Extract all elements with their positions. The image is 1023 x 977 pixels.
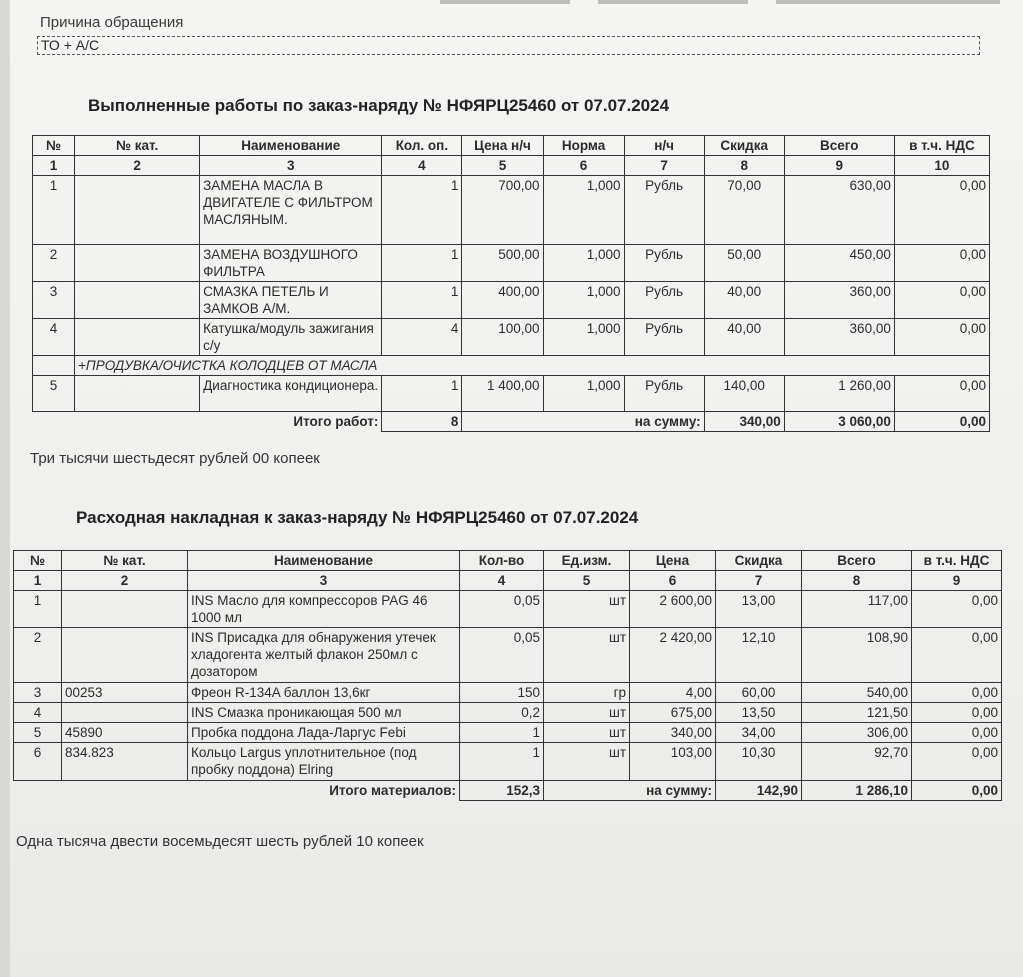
- col-index: 9: [784, 156, 894, 176]
- col-header: Всего: [802, 551, 912, 571]
- col-index: 2: [75, 156, 200, 176]
- col-index: 7: [716, 571, 802, 591]
- page-edge-strip: [598, 0, 748, 4]
- page-edge-strip: [440, 0, 570, 4]
- row-qty: 0,05: [460, 628, 544, 683]
- row-number: 4: [33, 319, 75, 356]
- row-number: 2: [33, 245, 75, 282]
- row-name: Фреон R-134A баллон 13,6кг: [188, 683, 460, 703]
- row-total: 121,50: [802, 703, 912, 723]
- row-unit: Рубль: [624, 319, 704, 356]
- col-header: н/ч: [624, 136, 704, 156]
- row-price: 400,00: [462, 282, 543, 319]
- row-norm: 1,000: [543, 245, 624, 282]
- page-edge-strip: [776, 0, 1000, 4]
- row-price: 103,00: [630, 743, 716, 781]
- col-header: Скидка: [704, 136, 784, 156]
- works-table: [32, 135, 990, 432]
- row-catalog: 00253: [62, 683, 188, 703]
- row-catalog: 45890: [62, 723, 188, 743]
- col-index: 1: [14, 571, 62, 591]
- row-number: 6: [14, 743, 62, 781]
- row-vat: 0,00: [912, 628, 1002, 683]
- col-header: Наименование: [188, 551, 460, 571]
- row-catalog: [75, 376, 200, 412]
- row-vat: 0,00: [912, 723, 1002, 743]
- row-number: 5: [14, 723, 62, 743]
- row-number: 1: [33, 176, 75, 245]
- table-row: [14, 703, 1002, 723]
- row-name: INS Смазка проникающая 500 мл: [188, 703, 460, 723]
- table-row: [14, 723, 1002, 743]
- row-unit: Рубль: [624, 176, 704, 245]
- row-qty: 0,05: [460, 591, 544, 628]
- row-price: 340,00: [630, 723, 716, 743]
- col-header: Кол-во: [460, 551, 544, 571]
- row-vat: 0,00: [912, 683, 1002, 703]
- table-row: [33, 176, 990, 245]
- row-total: 108,90: [802, 628, 912, 683]
- materials-header-row: [14, 551, 1002, 571]
- row-number: 4: [14, 703, 62, 723]
- row-qty: 4: [382, 319, 462, 356]
- row-name: INS Масло для компрессоров PAG 46 1000 мл: [188, 591, 460, 628]
- row-unit: шт: [544, 723, 630, 743]
- works-total-qty: 8: [382, 412, 462, 432]
- col-index: 5: [544, 571, 630, 591]
- row-unit: шт: [544, 743, 630, 781]
- col-header: № кат.: [75, 136, 200, 156]
- materials-index-row: [14, 571, 1002, 591]
- row-unit: шт: [544, 703, 630, 723]
- row-unit: шт: [544, 591, 630, 628]
- row-total: 360,00: [784, 282, 894, 319]
- col-index: 4: [460, 571, 544, 591]
- row-name: ЗАМЕНА ВОЗДУШНОГО ФИЛЬТРА: [200, 245, 382, 282]
- materials-total-sum: 1 286,10: [802, 781, 912, 801]
- note-row: [33, 356, 990, 376]
- col-index: 10: [894, 156, 989, 176]
- col-index: 8: [802, 571, 912, 591]
- row-discount: 140,00: [704, 376, 784, 412]
- row-catalog: [75, 282, 200, 319]
- row-discount: 40,00: [704, 319, 784, 356]
- row-price: 100,00: [462, 319, 543, 356]
- table-row: [33, 282, 990, 319]
- row-unit: Рубль: [624, 282, 704, 319]
- table-row: [14, 591, 1002, 628]
- col-header: Кол. оп.: [382, 136, 462, 156]
- col-index: 8: [704, 156, 784, 176]
- row-catalog: [75, 176, 200, 245]
- reason-value: ТО + А/С: [37, 36, 980, 55]
- materials-sum-label: на сумму:: [544, 781, 716, 801]
- col-header: Наименование: [200, 136, 382, 156]
- row-vat: 0,00: [894, 245, 989, 282]
- works-index-row: [33, 156, 990, 176]
- row-qty: 1: [382, 282, 462, 319]
- row-name: ЗАМЕНА МАСЛА В ДВИГАТЕЛЕ С ФИЛЬТРОМ МАСЛЯНЫМ.: [200, 176, 382, 245]
- row-number: 1: [14, 591, 62, 628]
- table-row: [14, 628, 1002, 683]
- row-price: 500,00: [462, 245, 543, 282]
- materials-total-row: [14, 781, 1002, 801]
- col-header: Норма: [543, 136, 624, 156]
- table-row: [14, 743, 1002, 781]
- row-name: СМАЗКА ПЕТЕЛЬ И ЗАМКОВ А/М.: [200, 282, 382, 319]
- row-vat: 0,00: [894, 319, 989, 356]
- row-total: 540,00: [802, 683, 912, 703]
- col-index: 3: [188, 571, 460, 591]
- row-number: 2: [14, 628, 62, 683]
- row-number: 3: [33, 282, 75, 319]
- col-header: Цена н/ч: [462, 136, 543, 156]
- row-discount: 12,10: [716, 628, 802, 683]
- col-header: №: [33, 136, 75, 156]
- works-title: Выполненные работы по заказ-наряду № НФЯРЦ25460 от 07.07.2024: [88, 96, 670, 115]
- table-row: [14, 683, 1002, 703]
- col-index: 4: [382, 156, 462, 176]
- col-header: №: [14, 551, 62, 571]
- row-discount: 50,00: [704, 245, 784, 282]
- col-header: Ед.изм.: [544, 551, 630, 571]
- row-total: 117,00: [802, 591, 912, 628]
- row-unit: Рубль: [624, 245, 704, 282]
- works-total-row: [33, 412, 990, 432]
- row-catalog: [62, 591, 188, 628]
- materials-title: Расходная накладная к заказ-наряду № НФЯРЦ25460 от 07.07.2024: [76, 508, 639, 527]
- row-qty: 1: [460, 743, 544, 781]
- works-header-row: [33, 136, 990, 156]
- row-price: 700,00: [462, 176, 543, 245]
- row-norm: 1,000: [543, 376, 624, 412]
- row-name: Катушка/модуль зажигания с/у: [200, 319, 382, 356]
- col-index: 6: [543, 156, 624, 176]
- row-price: 4,00: [630, 683, 716, 703]
- row-unit: Рубль: [624, 376, 704, 412]
- row-qty: 1: [382, 245, 462, 282]
- row-discount: 34,00: [716, 723, 802, 743]
- row-price: 2 600,00: [630, 591, 716, 628]
- row-catalog: [62, 628, 188, 683]
- row-total: 360,00: [784, 319, 894, 356]
- row-discount: 70,00: [704, 176, 784, 245]
- row-total: 1 260,00: [784, 376, 894, 412]
- row-catalog: [62, 703, 188, 723]
- row-total: 306,00: [802, 723, 912, 743]
- works-total-label: Итого работ:: [293, 414, 379, 429]
- row-price: 2 420,00: [630, 628, 716, 683]
- row-discount: 13,00: [716, 591, 802, 628]
- row-name: Пробка поддона Лада-Ларгус Febi: [188, 723, 460, 743]
- row-vat: 0,00: [912, 703, 1002, 723]
- row-unit: шт: [544, 628, 630, 683]
- row-number: 5: [33, 376, 75, 412]
- row-total: 450,00: [784, 245, 894, 282]
- row-vat: 0,00: [894, 176, 989, 245]
- row-total: 630,00: [784, 176, 894, 245]
- col-header: Всего: [784, 136, 894, 156]
- row-qty: 0,2: [460, 703, 544, 723]
- col-index: 6: [630, 571, 716, 591]
- materials-total-label: Итого материалов:: [329, 783, 456, 798]
- row-name: Кольцо Largus уплотнительное (под пробку поддона) Elring: [188, 743, 460, 781]
- row-discount: 13,50: [716, 703, 802, 723]
- works-total-sum: 3 060,00: [784, 412, 894, 432]
- materials-total-qty: 152,3: [460, 781, 544, 801]
- row-catalog: 834.823: [62, 743, 188, 781]
- col-index: 5: [462, 156, 543, 176]
- col-header: в т.ч. НДС: [912, 551, 1002, 571]
- row-norm: 1,000: [543, 176, 624, 245]
- row-vat: 0,00: [912, 591, 1002, 628]
- row-note: +ПРОДУВКА/ОЧИСТКА КОЛОДЦЕВ ОТ МАСЛА: [75, 356, 990, 376]
- works-sum-label: на сумму:: [462, 412, 704, 432]
- table-row: [33, 376, 990, 412]
- col-index: 3: [200, 156, 382, 176]
- col-header: Цена: [630, 551, 716, 571]
- row-discount: 60,00: [716, 683, 802, 703]
- row-qty: 150: [460, 683, 544, 703]
- row-total: 92,70: [802, 743, 912, 781]
- reason-label: Причина обращения: [40, 14, 184, 31]
- works-amount-in-words: Три тысячи шестьдесят рублей 00 копеек: [30, 450, 320, 467]
- col-header: № кат.: [62, 551, 188, 571]
- materials-table: [13, 550, 1002, 801]
- row-norm: 1,000: [543, 319, 624, 356]
- col-index: 1: [33, 156, 75, 176]
- col-index: 9: [912, 571, 1002, 591]
- row-qty: 1: [460, 723, 544, 743]
- row-number: 3: [14, 683, 62, 703]
- col-index: 2: [62, 571, 188, 591]
- row-discount: 10,30: [716, 743, 802, 781]
- row-name: Диагностика кондиционера.: [200, 376, 382, 412]
- col-index: 7: [624, 156, 704, 176]
- row-unit: гр: [544, 683, 630, 703]
- col-header: Скидка: [716, 551, 802, 571]
- row-vat: 0,00: [912, 743, 1002, 781]
- row-qty: 1: [382, 376, 462, 412]
- works-total-discount: 340,00: [704, 412, 784, 432]
- row-name: INS Присадка для обнаружения утечек хладогента желтый флакон 250мл с дозатором: [188, 628, 460, 683]
- table-row: [33, 245, 990, 282]
- materials-total-vat: 0,00: [912, 781, 1002, 801]
- row-qty: 1: [382, 176, 462, 245]
- note-spacer: [33, 356, 75, 376]
- row-catalog: [75, 319, 200, 356]
- materials-amount-in-words: Одна тысяча двести восемьдесят шесть рублей 10 копеек: [16, 833, 424, 850]
- col-header: в т.ч. НДС: [894, 136, 989, 156]
- row-discount: 40,00: [704, 282, 784, 319]
- row-catalog: [75, 245, 200, 282]
- table-row: [33, 319, 990, 356]
- works-total-vat: 0,00: [894, 412, 989, 432]
- row-vat: 0,00: [894, 282, 989, 319]
- row-vat: 0,00: [894, 376, 989, 412]
- row-price: 1 400,00: [462, 376, 543, 412]
- materials-total-discount: 142,90: [716, 781, 802, 801]
- row-price: 675,00: [630, 703, 716, 723]
- row-norm: 1,000: [543, 282, 624, 319]
